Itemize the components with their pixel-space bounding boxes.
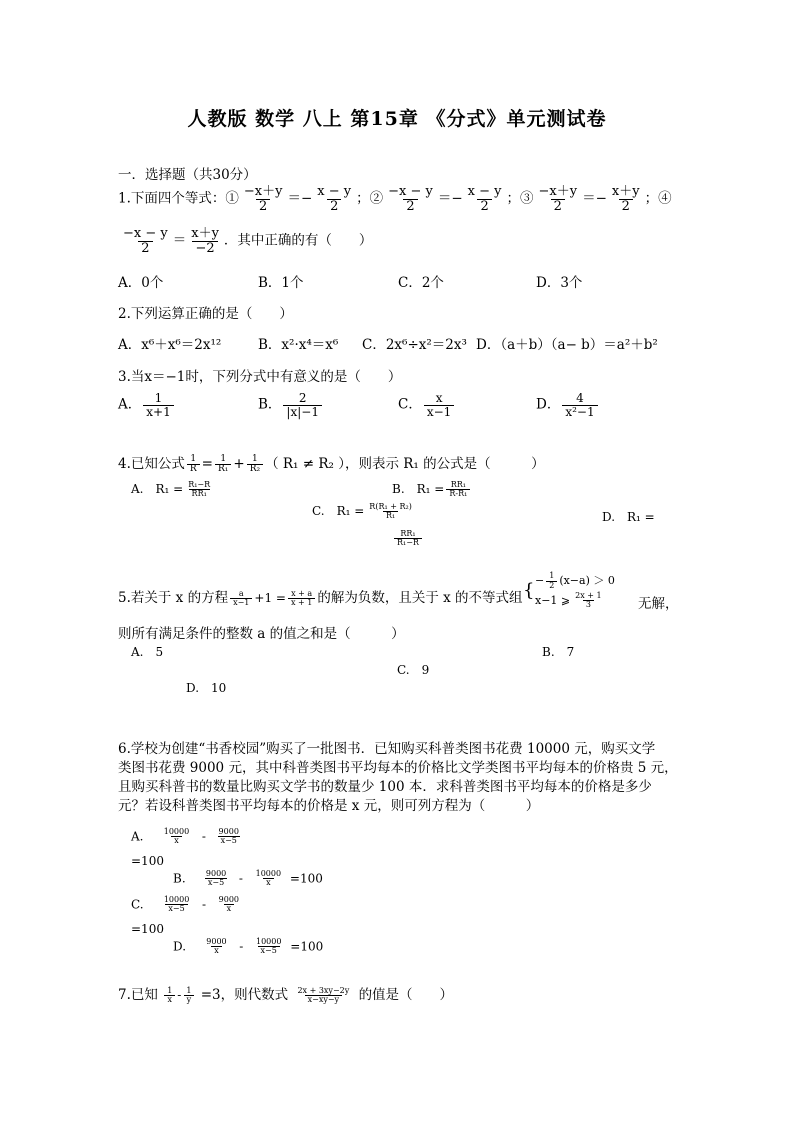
fraction <box>215 455 231 475</box>
denominator: x <box>211 946 222 955</box>
fraction <box>288 590 315 608</box>
option-result: =100 <box>290 939 324 954</box>
minus: - <box>238 871 243 886</box>
numerator: 1 <box>167 985 173 995</box>
question-4-lead: 4.已知公式 <box>118 456 185 472</box>
numerator: 1 <box>186 985 192 995</box>
denominator: 2 <box>546 581 557 590</box>
question-1-option-d: D．3个 <box>536 275 583 291</box>
numerator: 10000 <box>163 895 190 904</box>
denominator: |x|−1 <box>283 405 322 419</box>
question-6-option-c <box>131 896 244 914</box>
denominator: R₁−R <box>394 538 422 547</box>
denominator: 2 <box>619 199 633 214</box>
fraction <box>253 870 284 888</box>
fraction <box>188 227 222 255</box>
fraction <box>203 938 229 956</box>
plus-one-equals: +1 = <box>254 591 286 605</box>
denominator: x <box>171 836 182 845</box>
question-5-option-d: D. 10 <box>186 681 227 695</box>
question-2-option-a: A．x⁶＋x⁶＝2x¹² <box>118 337 222 353</box>
numerator: x <box>435 391 443 405</box>
option-label: A. <box>131 829 144 844</box>
question-4-option-b <box>392 480 472 498</box>
question-3-option-c <box>398 392 456 418</box>
denominator: y <box>184 995 195 1004</box>
question-6-line-3: 且购买科普书的数量比购买文学书的数量少 100 本．求科普类图书平均每本的价格是多少 <box>118 779 652 795</box>
option-label: C． <box>398 396 422 413</box>
fraction <box>230 590 252 608</box>
question-5-tail: 无解， <box>638 596 679 612</box>
numerator: 1 <box>154 391 163 405</box>
question-4-option-d: D. R₁ = <box>602 510 655 524</box>
numerator: 1 <box>252 453 258 464</box>
fraction <box>546 572 557 590</box>
minus: - <box>239 939 244 954</box>
option-label: A． <box>118 396 142 413</box>
denominator: 2 <box>551 199 565 214</box>
minus: - <box>177 988 182 1002</box>
question-5-mid: 的解为负数，且关于 x 的不等式组 <box>317 590 523 606</box>
denominator: x+1 <box>143 405 173 419</box>
numerator: 4 <box>576 391 584 405</box>
numerator: 9000 <box>206 937 227 946</box>
fraction <box>143 392 173 418</box>
denominator: 2 <box>256 199 270 214</box>
inequality-2-left: x−1 ⩾ <box>535 593 571 607</box>
denominator: x−1 <box>230 598 252 607</box>
minus: - <box>201 897 206 912</box>
page-title: 人教版 数学 八上 第15章 《分式》单元测试卷 <box>187 108 607 130</box>
numerator: x＋y <box>611 184 640 199</box>
equals: ＝ <box>172 232 187 249</box>
question-5-line-2: 则所有满足条件的整数 a 的值之和是（ ） <box>118 626 405 642</box>
fraction <box>241 185 286 213</box>
denominator: x <box>224 904 235 913</box>
denominator: R-R₁ <box>446 489 470 498</box>
fraction <box>120 227 171 255</box>
fraction <box>247 455 263 475</box>
equals: ＝− <box>437 190 463 207</box>
brace-icon: { <box>523 580 535 601</box>
denominator: RR₁ <box>189 489 210 498</box>
plus: + <box>233 456 245 472</box>
minus: − <box>535 574 545 587</box>
question-3-stem: 3.当x＝−1时，下列分式中有意义的是（ ） <box>118 369 402 385</box>
question-5-option-a: A. 5 <box>131 645 164 659</box>
fraction <box>446 481 470 499</box>
separator: ；③ <box>506 190 534 207</box>
denominator: 2 <box>138 241 152 256</box>
numerator: 1 <box>190 453 197 464</box>
fraction <box>203 870 229 888</box>
numerator: 1 <box>220 453 227 464</box>
minus: - <box>201 829 206 844</box>
question-5-stem <box>118 586 523 607</box>
question-7-stem <box>118 983 453 1004</box>
numerator: RR₁ <box>450 479 466 489</box>
option-label: D. <box>173 939 187 954</box>
numerator: x + a <box>291 588 313 598</box>
numerator: 2x + 3xy−2y <box>297 985 350 995</box>
numerator: 10000 <box>255 937 282 946</box>
question-6-line-2: 类图书花费 9000 元，其中科普类图书平均每本的价格比文学类图书平均每本的价格贵 5 元， <box>118 760 678 776</box>
numerator: R₁−R <box>188 479 211 489</box>
numerator: −x＋y <box>538 184 578 199</box>
question-6-option-a <box>131 828 244 846</box>
fraction <box>536 185 581 213</box>
question-6-line-4: 元？若设科普类图书平均每本的价格是 x 元，则可列方程为（ ） <box>118 798 540 814</box>
question-2-stem: 2.下列运算正确的是（ ） <box>118 306 293 322</box>
separator: ；④ <box>644 190 672 207</box>
numerator: x − y <box>467 184 502 199</box>
question-6-option-b <box>173 870 323 888</box>
fraction <box>385 185 436 213</box>
numerator: 10000 <box>255 869 282 878</box>
denominator: x−5 <box>165 904 187 913</box>
question-1-option-c: C．2个 <box>398 275 444 291</box>
question-2-option-d: D．（a＋b）（a− b）＝a²＋b² <box>476 337 658 353</box>
denominator: 2 <box>477 199 491 214</box>
denominator: x−5 <box>205 878 227 887</box>
denominator: x²−1 <box>562 405 597 419</box>
question-3-option-d <box>536 392 600 418</box>
denominator: x <box>263 878 274 887</box>
option-label: D． <box>536 396 561 413</box>
numerator: 9000 <box>218 827 239 836</box>
numerator: 9000 <box>218 895 239 904</box>
question-7-mid: =3，则代数式 <box>200 987 289 1003</box>
fraction <box>164 987 175 1005</box>
question-1-lead: 1.下面四个等式： <box>118 190 226 207</box>
option-label: B. R₁ = <box>392 482 445 496</box>
numerator: RR₁ <box>400 528 416 538</box>
fraction <box>572 592 604 610</box>
question-1-line-2 <box>118 227 372 255</box>
question-2-option-c: C．2x⁶÷x²＝2x³ <box>362 337 467 353</box>
circle-1: ① <box>225 190 239 207</box>
denominator: R₁ <box>215 464 231 474</box>
denominator: x−5 <box>258 946 280 955</box>
option-label: C. R₁ = <box>312 504 365 518</box>
option-label: A. R₁ = <box>131 482 184 496</box>
numerator: −x＋y <box>243 184 283 199</box>
question-6-option-c-result: =100 <box>131 922 164 936</box>
fraction <box>562 392 597 418</box>
question-4-option-c-extra <box>392 528 424 547</box>
question-5-lead: 5.若关于 x 的方程 <box>118 590 229 606</box>
denominator: x + 1 <box>288 598 315 607</box>
question-1-tail: ．其中正确的有（ ） <box>223 232 373 249</box>
question-6-option-d <box>173 938 323 956</box>
question-7-tail: 的值是（ ） <box>358 987 454 1003</box>
fraction <box>161 828 192 846</box>
denominator: x <box>164 995 175 1004</box>
numerator: −x − y <box>123 226 168 241</box>
equals: ＝− <box>287 190 313 207</box>
numerator: 2x + 1 <box>575 590 602 600</box>
numerator: 10000 <box>163 827 190 836</box>
denominator: 3 <box>583 600 594 609</box>
fraction <box>253 938 284 956</box>
option-label: C. <box>131 897 144 912</box>
numerator: x＋y <box>191 226 219 241</box>
denominator: −2 <box>192 241 217 256</box>
fraction <box>465 185 505 213</box>
question-7-lead: 7.已知 <box>118 987 158 1003</box>
fraction <box>609 185 643 213</box>
question-1-option-a: A．0个 <box>118 275 164 291</box>
question-1-line-1 <box>118 185 672 213</box>
option-label: B. <box>173 871 186 886</box>
numerator: 1 <box>549 571 555 581</box>
question-3-option-b <box>258 392 324 418</box>
denominator: 2 <box>403 199 417 214</box>
question-6-line-1: 6.学校为创建“书香校园”购买了一批图书．已知购买科普类图书花费 10000 元，购买文学 <box>118 741 656 757</box>
denominator: x−xy−y <box>305 995 342 1004</box>
denominator: 2 <box>327 199 341 214</box>
fraction <box>187 455 200 475</box>
numerator: −x − y <box>388 184 433 199</box>
inequality-system <box>523 571 615 610</box>
option-label: B． <box>258 396 282 413</box>
equals: = <box>201 456 213 472</box>
numerator: a <box>238 588 244 598</box>
denominator: R <box>187 464 200 474</box>
question-2-option-b: B．x²·x⁴＝x⁶ <box>258 337 339 353</box>
section-heading: 一．选择题（共30分） <box>118 167 257 183</box>
numerator: x − y <box>317 184 352 199</box>
question-4-option-c <box>312 502 417 520</box>
fraction <box>183 987 194 1005</box>
question-3-option-a <box>118 392 176 418</box>
fraction <box>161 896 192 914</box>
inequality-2 <box>535 592 615 610</box>
question-1-option-b: B．1个 <box>258 275 304 291</box>
fraction <box>394 530 422 548</box>
fraction <box>216 896 242 914</box>
inequality-1 <box>535 572 615 590</box>
fraction <box>294 987 352 1005</box>
fraction <box>424 392 454 418</box>
numerator: 2 <box>298 391 307 405</box>
numerator: 9000 <box>205 869 227 878</box>
denominator: R₁ <box>383 511 398 520</box>
equals: ＝− <box>582 190 607 207</box>
option-result: =100 <box>289 871 323 886</box>
fraction <box>185 481 213 499</box>
question-4-stem <box>118 452 545 474</box>
denominator: R₂ <box>247 464 263 474</box>
question-5-option-b: B. 7 <box>542 645 575 659</box>
separator: ；② <box>356 190 384 207</box>
question-4-option-a <box>131 480 215 498</box>
numerator: R(R₁ + R₂) <box>369 501 412 511</box>
denominator: x−5 <box>218 836 240 845</box>
inequality-1-rest: (x−a) ＞ 0 <box>559 574 615 587</box>
fraction <box>366 503 415 521</box>
denominator: x−1 <box>424 405 454 419</box>
fraction <box>283 392 322 418</box>
fraction <box>314 185 354 213</box>
fraction <box>216 828 242 846</box>
question-4-tail: （ R₁ ≠ R₂ ），则表示 R₁ 的公式是（ ） <box>265 456 545 472</box>
question-5-option-c: C. 9 <box>397 663 430 677</box>
question-6-option-a-result: =100 <box>131 854 164 868</box>
